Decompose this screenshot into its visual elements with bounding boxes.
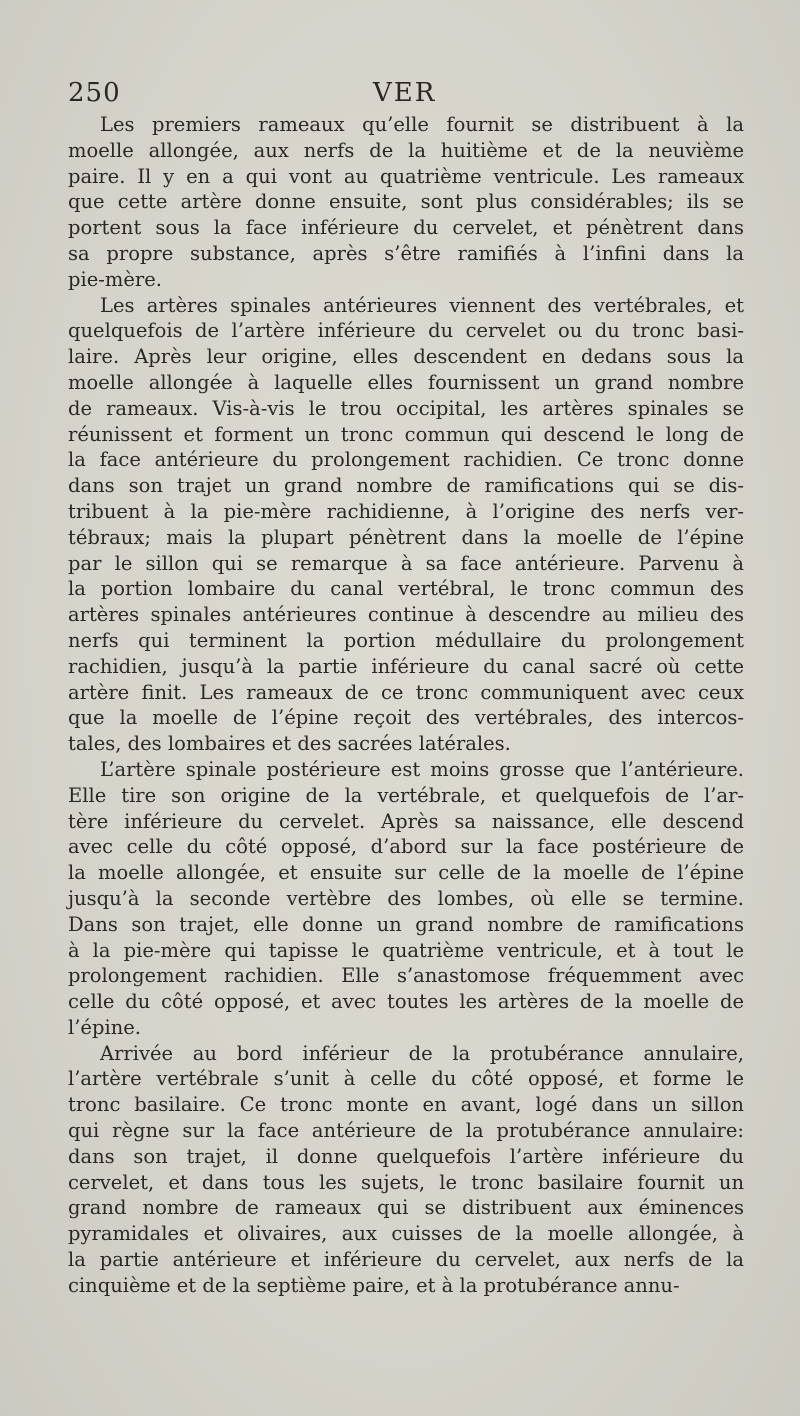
text-line: laire. Après leur origine, elles descendent en dedans sous la	[68, 345, 744, 369]
text-line: jusqu’à la seconde vertèbre des lombes, où elle se termine.	[68, 886, 744, 910]
text-line: cervelet, et dans tous les sujets, le tronc basilaire fournit un	[68, 1170, 744, 1194]
text-line: sa propre substance, après s’être ramifiés à l’infini dans la	[68, 241, 744, 265]
text-line: cinquième et de la septième paire, et à la protubérance annu-	[68, 1273, 680, 1297]
text-line: Dans son trajet, elle donne un grand nombre de ramifications	[68, 912, 744, 936]
text-line: à la pie-mère qui tapisse le quatrième ventricule, et à tout le	[68, 938, 744, 962]
text-line: pie-mère.	[68, 267, 162, 291]
body-text	[68, 112, 744, 1299]
page-number: 250	[68, 78, 121, 108]
text-line: avec celle du côté opposé, d’abord sur la face postérieure de	[68, 835, 744, 859]
text-line: nerfs qui terminent la portion médullaire du prolongement	[68, 628, 744, 652]
text-line: tronc basilaire. Ce tronc monte en avant, logé dans un sillon	[68, 1093, 744, 1117]
text-line: par le sillon qui se remarque à sa face antérieure. Parvenu à	[68, 551, 744, 575]
text-line: quelquefois de l’artère inférieure du cervelet ou du tronc basi-	[68, 319, 744, 343]
text-line: tales, des lombaires et des sacrées latérales.	[68, 732, 511, 756]
text-line: artère finit. Les rameaux de ce tronc communiquent avec ceux	[68, 680, 744, 704]
text-line: moelle allongée à laquelle elles fournissent un grand nombre	[68, 370, 744, 394]
text-line: rachidien, jusqu’à la partie inférieure du canal sacré où cette	[68, 654, 744, 678]
text-line: prolongement rachidien. Elle s’anastomose fréquemment avec	[68, 964, 744, 988]
text-line: pyramidales et olivaires, aux cuisses de la moelle allongée, à	[68, 1222, 744, 1246]
text-line: qui règne sur la face antérieure de la protubérance annulaire:	[68, 1119, 744, 1143]
text-line: grand nombre de rameaux qui se distribuent aux éminences	[68, 1196, 744, 1220]
text-line: paire. Il y en a qui vont au quatrième ventricule. Les rameaux	[68, 164, 744, 188]
text-line: Les artères spinales antérieures viennent des vertébrales, et	[100, 293, 744, 317]
text-line: la portion lombaire du canal vertébral, le tronc commun des	[68, 577, 744, 601]
text-line: portent sous la face inférieure du cervelet, et pénètrent dans	[68, 216, 744, 240]
text-line: l’artère vertébrale s’unit à celle du côté opposé, et forme le	[68, 1067, 744, 1091]
text-line: Les premiers rameaux qu’elle fournit se distribuent à la	[100, 113, 744, 136]
running-head	[68, 78, 748, 112]
text-line: L’artère spinale postérieure est moins grosse que l’antérieure.	[100, 757, 744, 781]
paragraph	[68, 1041, 744, 1299]
text-line: l’épine.	[68, 1015, 141, 1039]
paragraph	[68, 293, 744, 757]
paragraph	[68, 112, 744, 293]
text-line: tribuent à la pie-mère rachidienne, à l’origine des nerfs ver-	[68, 499, 744, 523]
text-line: de rameaux. Vis-à-vis le trou occipital, les artères spinales se	[68, 396, 744, 420]
text-line: moelle allongée, aux nerfs de la huitième et de la neuvième	[68, 138, 744, 162]
text-line: tère inférieure du cervelet. Après sa naissance, elle descend	[68, 809, 744, 833]
text-line: la partie antérieure et inférieure du cervelet, aux nerfs de la	[68, 1248, 744, 1272]
text-line: dans son trajet, il donne quelquefois l’artère inférieure du	[68, 1144, 744, 1168]
text-line: artères spinales antérieures continue à descendre au milieu des	[68, 603, 744, 627]
text-line: celle du côté opposé, et avec toutes les artères de la moelle de	[68, 990, 744, 1014]
text-line: que cette artère donne ensuite, sont plus considérables; ils se	[68, 190, 744, 214]
text-line: la moelle allongée, et ensuite sur celle de la moelle de l’épine	[68, 861, 744, 885]
text-line: dans son trajet un grand nombre de ramifications qui se dis-	[68, 474, 744, 498]
text-line: la face antérieure du prolongement rachidien. Ce tronc donne	[68, 448, 744, 472]
text-line: Elle tire son origine de la vertébrale, et quelquefois de l’ar-	[68, 783, 744, 807]
text-line: tébraux; mais la plupart pénètrent dans la moelle de l’épine	[68, 525, 744, 549]
running-title: VER	[373, 78, 437, 108]
text-line: réunissent et forment un tronc commun qui descend le long de	[68, 422, 744, 446]
text-line: Arrivée au bord inférieur de la protubérance annulaire,	[100, 1041, 744, 1065]
text-line: que la moelle de l’épine reçoit des vertébrales, des intercos-	[68, 706, 744, 730]
paragraph	[68, 757, 744, 1041]
